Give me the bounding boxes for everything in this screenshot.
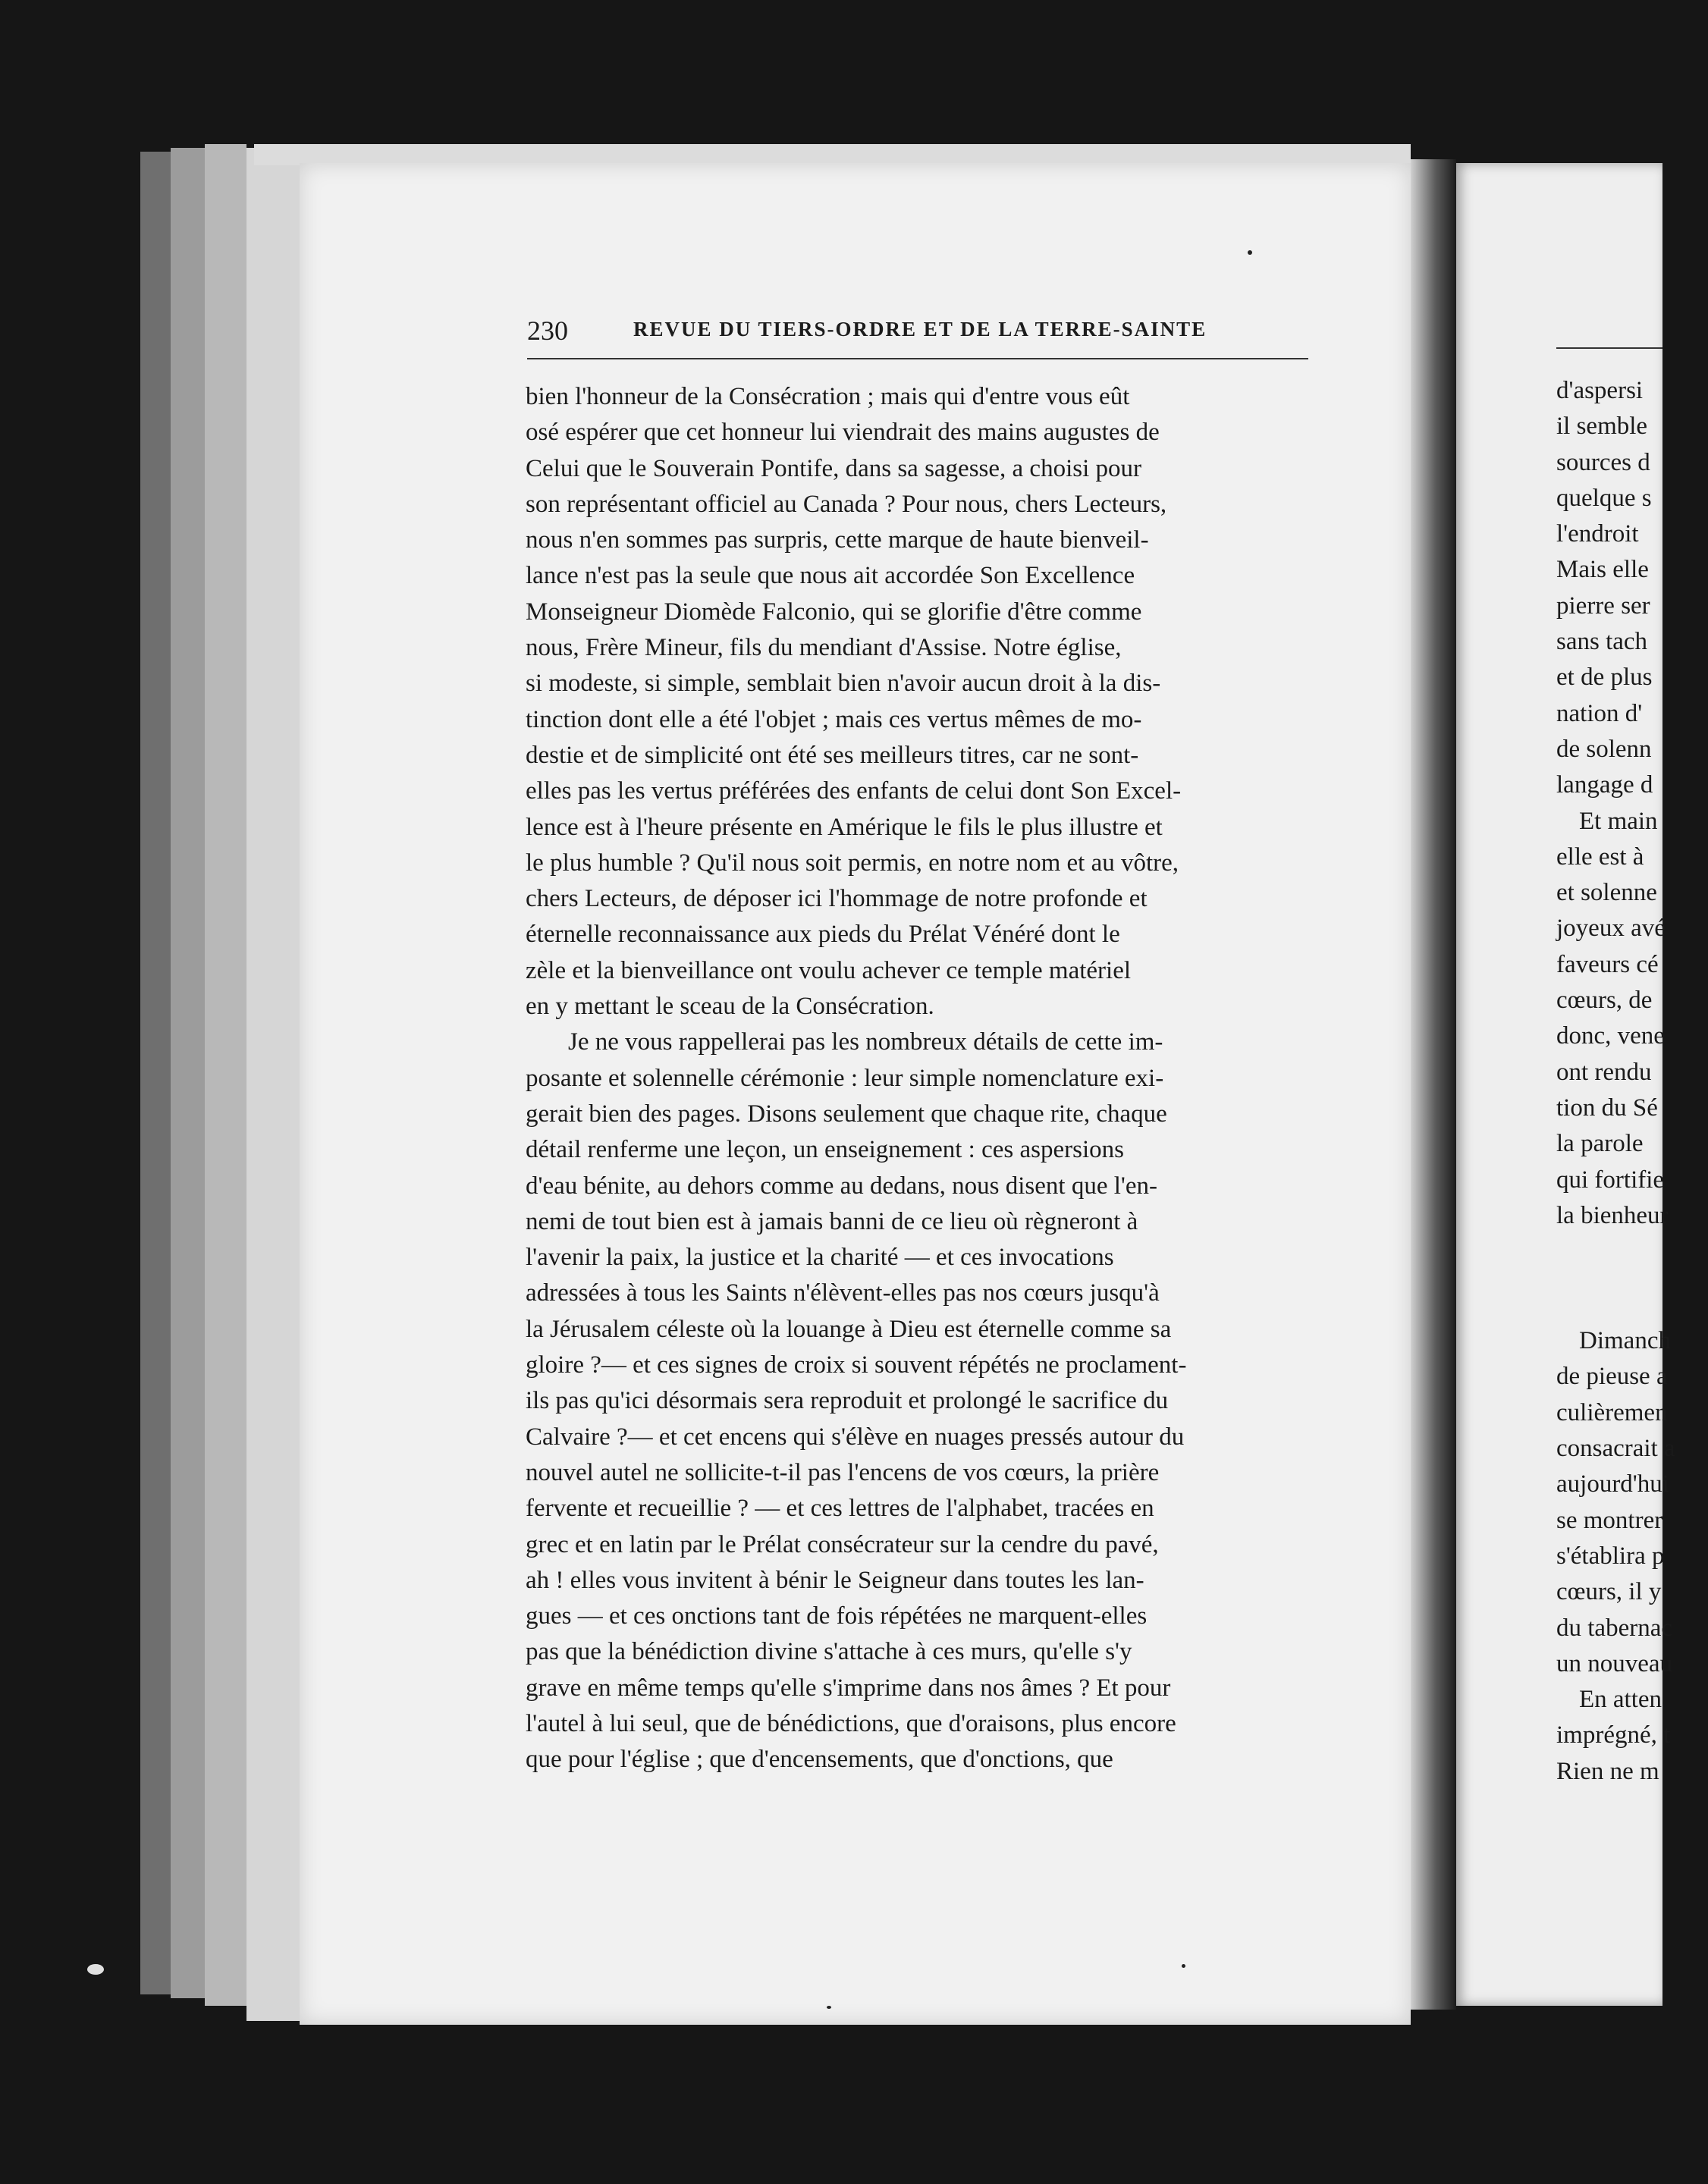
scan-speck [1182, 1964, 1185, 1968]
text-line: éternelle reconnaissance aux pieds du Prélat Vénéré dont le [526, 921, 1120, 949]
text-line: grave en même temps qu'elle s'imprime dans nos âmes ? Et pour [526, 1674, 1171, 1702]
text-line: Mais elle [1556, 556, 1649, 584]
text-line: posante et solennelle cérémonie : leur simple nomenclature exi- [526, 1064, 1164, 1092]
text-line: Calvaire ?— et cet encens qui s'élève en nuages pressés autour du [526, 1423, 1185, 1451]
page-stack-edge [246, 148, 300, 2021]
scan-speck [827, 2006, 831, 2009]
text-line: et solenne [1556, 879, 1657, 907]
text-line: quelque s [1556, 484, 1652, 512]
text-line: Celui que le Souverain Pontife, dans sa sagesse, a choisi pour [526, 454, 1141, 482]
text-line: ils pas qu'ici désormais sera reproduit et prolongé le sacrifice du [526, 1387, 1169, 1415]
text-line: pas que la bénédiction divine s'attache à ces murs, qu'elle s'y [526, 1638, 1132, 1666]
text-line: en y mettant le sceau de la Consécration. [526, 993, 934, 1021]
text-line: cœurs, de [1556, 987, 1653, 1015]
text-line: d'eau bénite, au dehors comme au dedans, nous disent que l'en- [526, 1172, 1157, 1200]
page-stack-edge [140, 152, 171, 1994]
right-header-rule [1556, 347, 1662, 349]
text-line: gues — et ces onctions tant de fois répétées ne marquent-elles [526, 1602, 1148, 1630]
scan-speck [1248, 250, 1252, 255]
text-line: d'aspersi [1556, 377, 1644, 404]
running-head [527, 315, 1308, 360]
text-line: Et main [1579, 807, 1658, 835]
text-line: son représentant officiel au Canada ? Pour nous, chers Lecteurs, [526, 490, 1167, 518]
text-line: chers Lecteurs, de déposer ici l'hommage de notre profonde et [526, 885, 1148, 913]
text-line: le plus humble ? Qu'il nous soit permis, en notre nom et au vôtre, [526, 849, 1179, 877]
text-line: culièremen [1556, 1398, 1668, 1426]
text-line: Rien ne m [1556, 1757, 1659, 1785]
page-stack-edge [205, 144, 246, 2006]
text-line: fervente et recueillie ? — et ces lettres de l'alphabet, tracées en [526, 1495, 1154, 1523]
text-line: l'autel à lui seul, que de bénédictions, que d'oraisons, plus encore [526, 1709, 1176, 1737]
text-line: nous n'en sommes pas surpris, cette marque de haute bienveil- [526, 526, 1149, 554]
running-head-title: REVUE DU TIERS-ORDRE ET DE LA TERRE-SAINTE [633, 318, 1207, 340]
text-line: ont rendu [1556, 1058, 1652, 1086]
text-line: l'avenir la paix, la justice et la charité — et ces invocations [526, 1244, 1114, 1272]
text-line: du tabernac [1556, 1614, 1672, 1642]
text-line: faveurs cé [1556, 950, 1659, 978]
text-line: de pieuse a [1556, 1363, 1668, 1391]
text-line: sources d [1556, 448, 1650, 476]
text-line: il semble [1556, 413, 1648, 441]
text-line: lance n'est pas la seule que nous ait accordée Son Excellence [526, 562, 1135, 590]
text-line: un nouveau [1556, 1649, 1673, 1677]
text-line: ah ! elles vous invitent à bénir le Seigneur dans toutes les lan- [526, 1566, 1144, 1594]
text-line: Dimanch [1579, 1327, 1671, 1355]
text-line: se montrer [1556, 1506, 1663, 1534]
text-line: elles pas les vertus préférées des enfants de celui dont Son Excel- [526, 777, 1182, 805]
text-line: la bienheur [1556, 1201, 1669, 1229]
text-line: grec et en latin par le Prélat consécrateur sur la cendre du pavé, [526, 1530, 1159, 1558]
text-line: En atten [1579, 1686, 1662, 1714]
text-line: pierre ser [1556, 592, 1650, 620]
text-line: nous, Frère Mineur, fils du mendiant d'Assise. Notre église, [526, 634, 1122, 662]
text-line: et de plus [1556, 664, 1653, 692]
text-line: nouvel autel ne sollicite-t-il pas l'encens de vos cœurs, la prière [526, 1458, 1160, 1486]
text-line: lence est à l'heure présente en Amérique le fils le plus illustre et [526, 813, 1163, 841]
text-line: nemi de tout bien est à jamais banni de ce lieu où règneront à [526, 1207, 1138, 1235]
text-line: que pour l'église ; que d'encensements, que d'onctions, que [526, 1746, 1113, 1774]
text-line: adressées à tous les Saints n'élèvent-elles pas nos cœurs jusqu'à [526, 1279, 1160, 1307]
text-line: qui fortifie [1556, 1166, 1665, 1194]
text-line: de solenn [1556, 735, 1652, 763]
text-line: zèle et la bienveillance ont voulu achever ce temple matériel [526, 956, 1132, 984]
page-top-edge [254, 144, 1411, 165]
text-line: la parole [1556, 1130, 1644, 1158]
text-line: joyeux avé [1556, 915, 1666, 943]
text-line: s'établira p [1556, 1542, 1665, 1570]
text-line: imprégné, t [1556, 1721, 1671, 1749]
text-line: nation d' [1556, 699, 1643, 727]
text-line: langage d [1556, 771, 1653, 799]
text-line: gloire ?— et ces signes de croix si souvent répétés ne proclament- [526, 1351, 1187, 1379]
text-line: tinction dont elle a été l'objet ; mais ces vertus mêmes de mo- [526, 705, 1142, 733]
text-line: bien l'honneur de la Consécration ; mais qui d'entre vous eût [526, 383, 1130, 410]
text-line: sans tach [1556, 628, 1648, 656]
header-rule [527, 358, 1308, 359]
book-gutter [1411, 159, 1456, 2010]
text-line: Monseigneur Diomède Falconio, qui se glorifie d'être comme [526, 598, 1142, 626]
text-line: cœurs, il y [1556, 1578, 1662, 1606]
text-line: osé espérer que cet honneur lui viendrait des mains augustes de [526, 419, 1160, 447]
section-gap [1556, 1234, 1708, 1323]
text-line: tion du Sé [1556, 1094, 1658, 1122]
text-line: gerait bien des pages. Disons seulement que chaque rite, chaque [526, 1100, 1167, 1128]
text-line: donc, vene [1556, 1022, 1665, 1050]
right-page-body-text [1556, 373, 1708, 1790]
text-line: l'endroit [1556, 520, 1639, 548]
text-line: si modeste, si simple, semblait bien n'avoir aucun droit à la dis- [526, 670, 1161, 698]
text-line: consacrait a [1556, 1435, 1675, 1463]
text-line: la Jérusalem céleste où la louange à Dieu est éternelle comme sa [526, 1315, 1172, 1343]
page-number: 230 [527, 315, 568, 346]
text-line: détail renferme une leçon, un enseignement : ces aspersions [526, 1136, 1124, 1164]
left-page-body-text [526, 379, 1345, 1778]
scan-speck [87, 1964, 104, 1975]
text-line: Je ne vous rappellerai pas les nombreux détails de cette im- [568, 1028, 1163, 1056]
text-line: elle est à [1556, 843, 1644, 871]
text-line: destie et de simplicité ont été ses meilleurs titres, car ne sont- [526, 741, 1139, 769]
page-stack-edge [171, 148, 205, 1998]
text-line: aujourd'hui [1556, 1470, 1669, 1498]
